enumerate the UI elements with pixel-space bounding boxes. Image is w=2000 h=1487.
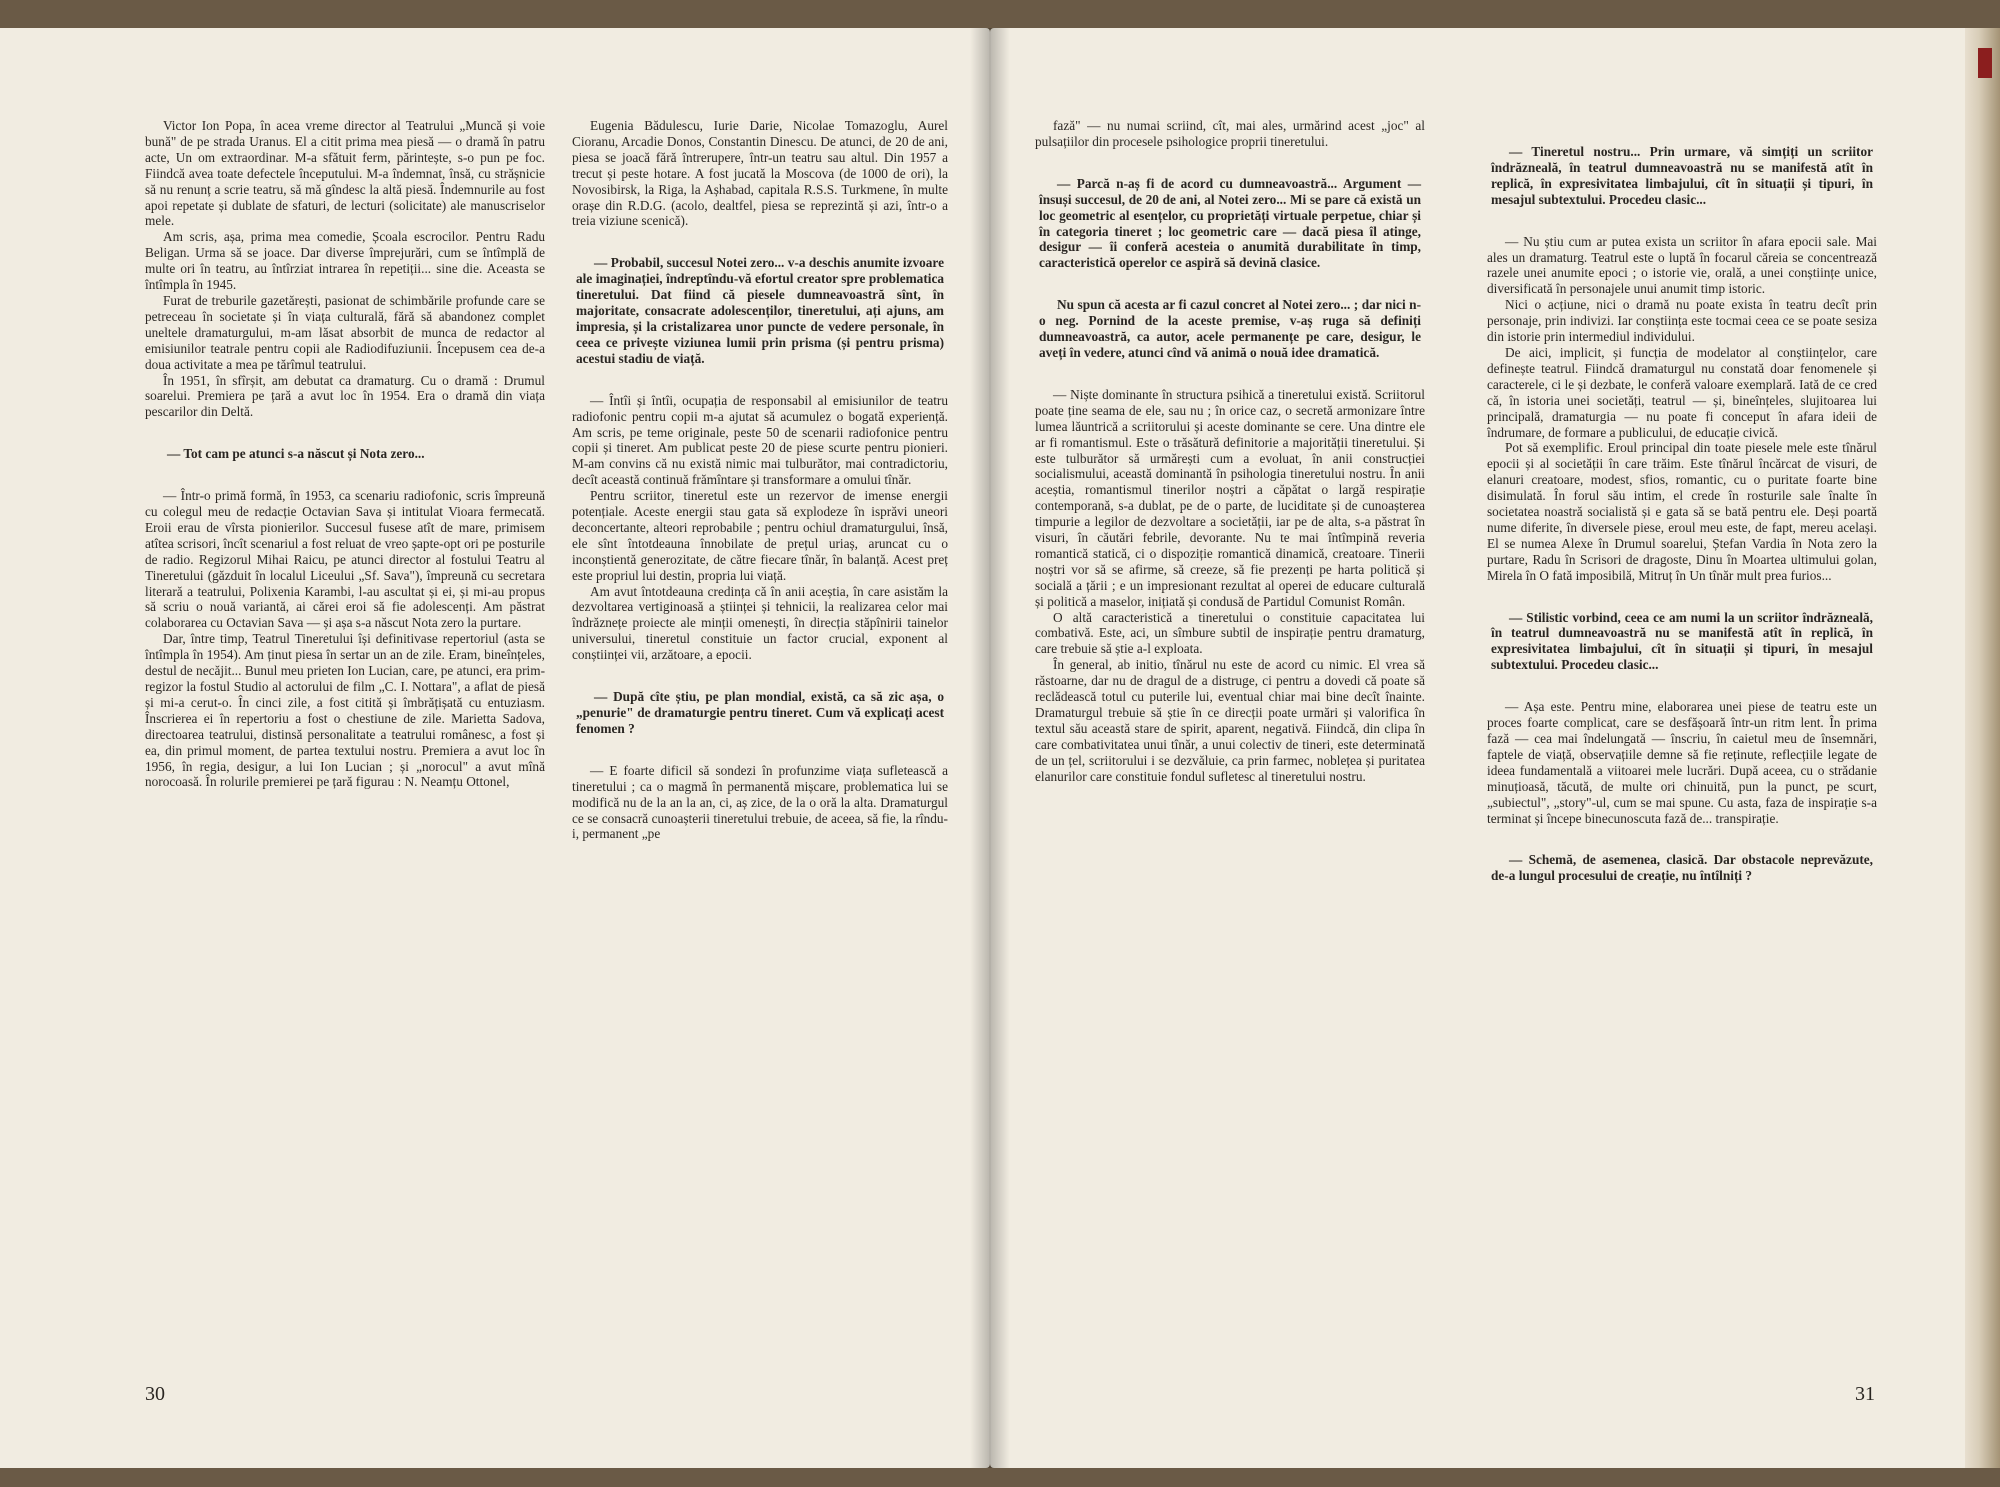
left-column-2 [572,118,948,1388]
paragraph: Eugenia Bădulescu, Iurie Darie, Nicolae Tomazoglu, Aurel Cioranu, Arcadie Donos, Constantin Dinescu. De atunci, de 20 de ani, piesa se joacă fără întrerupere, într-un teatru sau altul. Din 1957 a trecut și peste hotare. A fost jucată la Moscova (de 1000 de ori), la Novosibirsk, la Riga, la Așhabad, capitala R.S.S. Turkmene, în multe orașe din R.D.G. (acolo, dealtfel, piesa se reprezintă și azi, într-o a treia viziune scenică). [572,118,948,229]
interview-question: Nu spun că acesta ar fi cazul concret al Notei zero... ; dar nici n-o neg. Pornind de la aceste premise, v-aș ruga să definiți dumneavoastră, ca autor, acele permanențe pe care, desigur, le aveți în vedere, atunci cînd vă animă o nouă idee dramatică. [1039,297,1421,360]
right-column-2 [1487,118,1877,1388]
paragraph: — E foarte dificil să sondezi în profunzime viața sufletească a tineretului ; ca o magmă în permanentă mișcare, problematica lui se modifică nu de la an la an, ci, aș zice, de la o oră la alta. Dramaturgul ce se consacră cunoașterii tineretului trebuie, de aceea, să fie, la rîndu-i, permanent „pe [572,762,948,842]
paragraph: De aici, implicit, și funcția de modelator al conștiințelor, care definește teatrul. Fiindcă dramaturgul nu constată doar fenomenele și caracterele, ci le și dezbate, le conferă valoare exemplară. Iată de ce cred că, în istoria unei societăți, teatrul — și, bineînțeles, slujitoarea lui principală, dramaturgia — nu poate fi conceput în afara ideii de îndrumare, de formare a publicului, de educație civică. [1487,344,1877,440]
left-column-1 [145,118,545,1388]
interview-question: — Probabil, succesul Notei zero... v-a deschis anumite izvoare ale imaginației, îndreptîndu-vă efortul creator spre problematica tineretului. Dat fiind că piesele dumneavoastră sînt, în majoritate, consacrate adolescenților, tineretului, ați ajuns, am impresia, și la cristalizarea unor puncte de vedere personale, în ceea ce privește viziunea lumii prin prisma (și pentru prisma) acestui stadiu de viață. [576,255,944,366]
paragraph: O altă caracteristică a tineretului o constituie capacitatea lui combativă. Este, aci, un sîmbure subtil de inspirație pentru dramaturg, care trebuie să știe a-l exploata. [1035,609,1425,657]
paragraph: În general, ab initio, tînărul nu este de acord cu nimic. El vrea să răstoarne, dar nu de dragul de a distruge, ci pentru a dovedi că poate să reclădească totul cu puterile lui, eventual chiar mai bine decît înainte. Dramaturgul trebuie să știe în ce direcții poate urmări și valorifica în textul său această stare de spirit, aparent, negativă. Fiindcă, din clipa în care combativitatea unui tînăr, a unui colectiv de tineri, este determinată de un țel, scriitorului i se dezvăluie, ca prin farmec, noblețea și puritatea elanurilor care constituie fondul sufletesc al tineretului nostru. [1035,657,1425,784]
paragraph: — Niște dominante în structura psihică a tineretului există. Scriitorul poate ține seama de ele, sau nu ; în orice caz, o secretă armonizare între lumea lăuntrică a scriitorului și aceste dominante se cere. Una dintre ele ar fi romantismul. Este o trăsătură definitorie a majorității tineretului. Și este tulburător să urmărești cum a evoluat, în anii construcției socialismului, această dominantă în psihologia tineretului nostru. În anii aceștia, romantismul tinerilor noștri a căpătat o largă respirație contemporană, s-a dublat, pe de o parte, de luciditate și de cunoașterea timpurie a legilor de dezvoltare a societății, iar pe de alta, s-a păstrat în visuri, în căutări febrile, devorante. Nu te mai întîmpină reveria romantică statică, ci o dispoziție romantică dinamică, creatoare. Tinerii noștri vor să se afirme, să creeze, să fie prezenți pe harta politică și socială a țării ; e un impresionant rezultat al operei de educare culturală și politică a maselor, inițiată și condusă de Partidul Comunist Român. [1035,386,1425,609]
book-gutter [970,28,1010,1468]
paragraph: Nici o acțiune, nici o dramă nu poate exista în teatru decît prin personaje, prin indivizi. Iar conștiința este tocmai ceea ce se poate sesiza din istorie prin intermediul individului. [1487,297,1877,345]
interview-question: — După cîte știu, pe plan mondial, există, ca să zic așa, o „penurie" de dramaturgie pentru tineret. Cum vă explicați acest fenomen ? [576,689,944,736]
paragraph: Dar, între timp, Teatrul Tineretului își definitivase repertoriul (asta se întîmpla în 1954). Am ținut piesa în sertar un an de zile. Eram, bineînțeles, destul de necăjit... Bunul meu prieten Ion Lucian, care, pe atunci, era prim-regizor la fostul Studio al actorului de film „C. I. Nottara", a aflat de piesă și mi-a cerut-o. În cinci zile, a fost citită și îmbrățișată cu entuziasm. Înscrierea ei în repertoriu a fost o chestiune de zile. Marietta Sadova, directoarea teatrului, distinsă personalitate a teatrului românesc, a fost și ea, din primul moment, de partea textului nostru. Premiera a avut loc în 1956, în regia, desigur, a lui Ion Lucian ; și „norocul" a avut mînă norocoasă. În rolurile premierei pe țară figurau : N. Neamțu Ottonel, [145,631,545,790]
right-page [990,28,1965,1468]
paragraph: Victor Ion Popa, în acea vreme director al Teatrului „Muncă și voie bună" de pe strada Uranus. El a citit prima mea piesă — o dramă în patru acte, Un om extraordinar. M-a sfătuit ferm, părintește, s-o pun pe foc. Fiindcă avea toate defectele începutului. M-a îndemnat, însă, cu strășnicie să nu renunț a scrie teatru, să mă gîndesc la altă piesă. Îndemnurile au fost apoi repetate și dublate de sfaturi, de lecturi (solicitate) ale manuscriselor mele. [145,118,545,229]
paragraph: — Așa este. Pentru mine, elaborarea unei piese de teatru este un proces foarte complicat, care se desfășoară într-un ritm lent. În prima fază — cea mai îndelungată — înscriu, în caietul meu de însemnări, faptele de viață, observațiile demne să fie reținute, reflecțiile legate de ideea fundamentală a viitoarei mele lucrări. După aceea, cu o strădanie minuțioasă, tăcută, de multe ori chinuită, pun la punct, pe scurt, „subiectul", „story"-ul, cum se mai spune. Cu asta, faza de inspirație s-a terminat și începe binecunoscuta fază de... transpirație. [1487,699,1877,826]
paragraph: — Nu știu cum ar putea exista un scriitor în afara epocii sale. Mai ales un dramaturg. Teatrul este o luptă în focarul căreia se concentrează razele unei anumite epoci ; o istorie vie, orală, a unei conștiințe unice, diversificată în personajele unui anumit timp istoric. [1487,233,1877,297]
interview-question: — Tineretul nostru... Prin urmare, vă simțiți un scriitor îndrăzneală, în teatrul dumneavoastră nu se manifestă atît în replică, în expresivitatea limbajului, cît în situații și tipuri, în mesajul subtextului. Procedeu clasic... [1491,144,1873,207]
paragraph: — Într-o primă formă, în 1953, ca scenariu radiofonic, scris împreună cu colegul meu de redacție Octavian Sava și intitulat Vioara fermecată. Eroii erau de vîrsta pionierilor. Succesul fusese atît de mare, primisem atîtea scrisori, încît scenariul a fost reluat de vreo șapte-opt ori pe posturile de radio. Regizorul Mihai Raicu, pe atunci director al fostului Teatru al Tineretului (găzduit în localul Liceului „Sf. Sava"), împreună cu secretara literară a teatrului, Polixenia Karambi, l-au ascultat și ei, și mi-au propus să scriu o nouă variantă, ai cărei eroi să fie adolescenți. Am păstrat colaborarea cu Octavian Sava — și așa s-a născut Nota zero la purtare. [145,488,545,631]
page-number-right: 31 [1855,1383,1875,1405]
interview-question: — Parcă n-aș fi de acord cu dumneavoastră... Argument — însuși succesul, de 20 de ani, al Notei zero... Mi se pare că există un loc geometric al esențelor, cu proprietăți virtuale perpetue, chiar și în categoria tineret ; loc geometric care — dacă piesa îl atinge, desigur — îi conferă acesteia o anumită durabilitate în timp, caracteristică operelor ce aspiră să devină clasice. [1039,175,1421,271]
paragraph: Furat de treburile gazetărești, pasionat de schimbările profunde care se petreceau în societate și în viața culturală, fără să abandonez complet uneltele dramaturgului, m-am lăsat absorbit de munca de redactor al emisiunilor teatrale pentru copii ale Radiodifuziunii. Începusem cea de-a doua activitate a mea pe tărîmul teatrului. [145,292,545,372]
paragraph: Pentru scriitor, tineretul este un rezervor de imense energii potențiale. Aceste energii stau gata să explodeze în isprăvi uneori deconcertante, alteori reprobabile ; pentru ochiul dramaturgului, însă, ele sînt întotdeauna înnobilate de prețul uriaș, aruncat cu o inconștientă generozitate, de către fiecare tînăr, în balanță. Acest preț este propriul lui destin, propria lui viață. [572,488,948,583]
interview-question: — Stilistic vorbind, ceea ce am numi la un scriitor îndrăzneală, în teatrul dumneavoastră nu se manifestă atît în replică, în expresivitatea limbajului, cît în situații și tipuri, în mesajul subtextului. Procedeu clasic... [1491,609,1873,673]
paragraph: Am avut întotdeauna credința că în anii aceștia, în care asistăm la dezvoltarea vertiginoasă a științei și tehnicii, la realizarea celor mai îndrăznețe proiecte ale minții omenești, în direcția stăpînirii tainelor universului, tineretul constituie un factor crucial, exponent al conștiinței vii, arzătoare, a epocii. [572,583,948,663]
interview-question: — Tot cam pe atunci s-a născut și Nota zero... [167,446,425,462]
paragraph: Am scris, așa, prima mea comedie, Școala escrocilor. Pentru Radu Beligan. Urma să se joace. Dar diverse împrejurări, cum se întîmplă de multe ori în teatru, au întîrziat intrarea în repetiții... sine die. Aceasta se întîmpla în 1945. [145,229,545,293]
page-edges [1965,28,2000,1468]
left-page [0,28,990,1468]
paragraph: În 1951, în sfîrșit, am debutat ca dramaturg. Cu o dramă : Drumul soarelui. Premiera pe țară a avut loc în 1954. Era o dramă din viața pescarilor din Deltă. [145,372,545,420]
paragraph: — Întîi și întîi, ocupația de responsabil al emisiunilor de teatru radiofonic pentru copii m-a ajutat să acumulez o bogată experiență. Am scris, pe teme originale, peste 50 de scenarii radiofonice pentru copii și tineret. Am publicat peste 20 de piese scurte pentru pionieri. M-am convins că nu există nimic mai tulburător, mai contradictoriu, decît această continuă frămîntare și transformare a omului tînăr. [572,392,948,488]
page-number-left: 30 [145,1383,165,1405]
bookmark-tab [1978,48,1992,78]
paragraph: Pot să exemplific. Eroul principal din toate piesele mele este tînărul epocii și al societății în care trăim. Este tînărul încărcat de visuri, de elanuri creatoare, modest, sfios, romantic, cu o puritate foarte bine disimulată. În forul său intim, el crede în rosturile sale înalte în societatea noastră socialistă și e gata să se bată pentru ele. Deși poartă nume diferite, în diversele piese, eroul meu este, de fapt, mereu același. El se numea Alexe în Drumul soarelui, Ștefan Vardia în Nota zero la purtare, Radu în Scrisori de dragoste, Dinu în Moartea ultimului golan, Mirela în O fată imposibilă, Mitruț în Un tînăr mult prea furios... [1487,440,1877,583]
paragraph: fază" — nu numai scriind, cît, mai ales, urmărind acest „joc" al pulsațiilor din procesele psihologice proprii tineretului. [1035,118,1425,149]
right-column-1 [1035,118,1425,1388]
interview-question: — Schemă, de asemenea, clasică. Dar obstacole neprevăzute, de-a lungul procesului de creație, nu întîlniți ? [1491,852,1873,884]
